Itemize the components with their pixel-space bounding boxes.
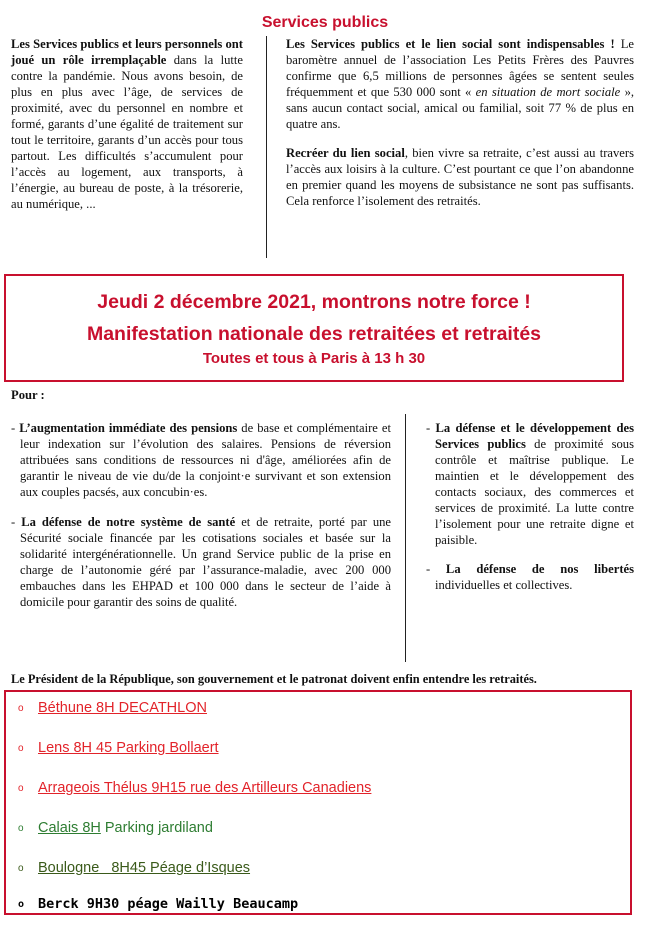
banner-line-3: Toutes et tous à Paris à 13 h 30 [202,350,426,367]
president-statement: Le Président de la République, son gouvernement et le patronat doivent enfin entendre les retraités. [11,672,537,686]
demand-text: et de retraite, porté par une Sécurité sociale financée par les cotisations sociales et basée sur la solidarité intergénérationnelle. Un grand Service public de la prise en charge de l’autonomie géré par l’assurance-maladie, avec 200 000 embauches dans les EHPAD et 100 000 dans le secteur de l’aide à domicile pour garantir des soins de qualité. [20,515,392,609]
demand-bold: La défense et le développement des Services publics [435,421,634,451]
top-right-paragraph-1 [286,36,634,132]
column-divider-bottom [405,414,406,662]
location-lens[interactable] [18,740,219,756]
banner-line-2: Manifestation nationale des retraitées et retraités [86,323,542,345]
location-berck[interactable] [18,896,298,912]
bullet-icon: o [18,742,24,754]
bullet-icon: o [18,782,24,794]
dash: - [426,421,436,435]
demand-item [11,420,391,500]
location-text[interactable]: Berck 9H30 péage Wailly Beaucamp [38,896,299,912]
demand-text: de proximité sous contrôle et maîtrise publique. Le maintien et le développement des contacts sociaux, des commerces et services de proximité. La lutte contre l’isolement pour une retraite digne et paisible. [435,437,634,547]
top-right-p1-bold: Les Services publics et le lien social sont indispensables ! [286,37,615,51]
top-right-column [286,36,634,222]
bullet-icon: o [18,822,24,834]
location-subtext: Parking jardiland [104,820,213,836]
demand-item [11,514,391,610]
banner-line-1: Jeudi 2 décembre 2021, montrons notre force ! [97,291,531,313]
demand-bold: L’augmentation immédiate des pensions [19,421,238,435]
location-text[interactable]: Boulogne 8H45 Péage d’Isques [38,860,251,876]
demands-left-column [11,420,391,624]
demand-text: de base et complémentaire et leur indexation sur l’évolution des salaires. Pensions de réversion attribuées sans conditions de ressources ni d'âge, améliorées afin de garantir le niveau de vie du/de la conjoint·e survivant et son extension aux couples pacsés, aux concubin·es. [20,421,391,499]
location-bethune[interactable] [18,700,207,716]
departure-locations-box [4,690,632,915]
event-banner [4,274,624,382]
demands-right-column [426,420,634,606]
top-left-paragraph [11,36,243,212]
top-left-bold: Les Services publics et leurs personnels ont joué un rôle irremplaçable [11,37,243,67]
bullet-icon: o [18,702,24,714]
location-text[interactable]: Calais 8H [38,820,101,836]
bullet-icon: o [18,862,24,874]
page-title: Services publics [261,14,389,31]
pour-heading: Pour : [11,388,45,402]
dash: - [11,515,22,529]
dash: - [11,421,20,435]
bullet-icon: o [18,898,25,910]
top-right-p1-text1: Le baromètre annuel de l’association Les Petits Frères des Pauvres confirme que 6,5 millions de personnes âgées se sentent seules fréquemment et que 530 000 sont « [286,37,634,99]
top-right-p2-bold: Recréer du lien social [286,146,405,160]
column-divider-top [266,36,267,258]
location-text[interactable]: Arrageois Thélus 9H15 rue des Artilleurs Canadiens [38,780,372,796]
demand-item [426,420,634,548]
demand-text: individuelles et collectives. [435,578,573,592]
location-text[interactable]: Béthune 8H DECATHLON [38,700,207,716]
top-right-paragraph-2 [286,145,634,209]
top-right-p1-italic: en situation de mort sociale [471,85,625,99]
location-boulogne[interactable] [18,860,250,876]
demand-bold: La défense de nos libertés [445,562,635,576]
dash: - [426,562,446,576]
location-text[interactable]: Lens 8H 45 Parking Bollaert [38,740,219,756]
demand-item [426,561,634,593]
top-right-p1-text2: », sans aucun contact social, amical ou familial, soit 77 % de plus en quatre ans. [286,85,635,131]
top-left-column [11,36,243,225]
top-left-text: dans la lutte contre la pandémie. Nous avons besoin, de plus en plus avec l’âge, de services de proximité, avec du personnel en nombre et formé, garants d’une égalité de traitement sur tout le territoire, garants d’un accès pour tous partout. Les difficultés s’accumulent pour l’accès au logement, aux transports, à l’énergie, au bureau de poste, à la trésorerie, au numérique, ... [11,53,243,211]
top-right-p2-text: , bien vivre sa retraite, c’est aussi au travers l’accès aux loisirs à la culture. C’est pourtant ce que l’on abandonne en premier quand les moyens de subsistance ne sont pas suffisants. Cela renforce l’isolement des retraités. [286,146,634,208]
demand-bold: La défense de notre système de santé [21,515,236,529]
location-arrageois[interactable] [18,780,371,796]
location-calais[interactable] [18,820,213,836]
